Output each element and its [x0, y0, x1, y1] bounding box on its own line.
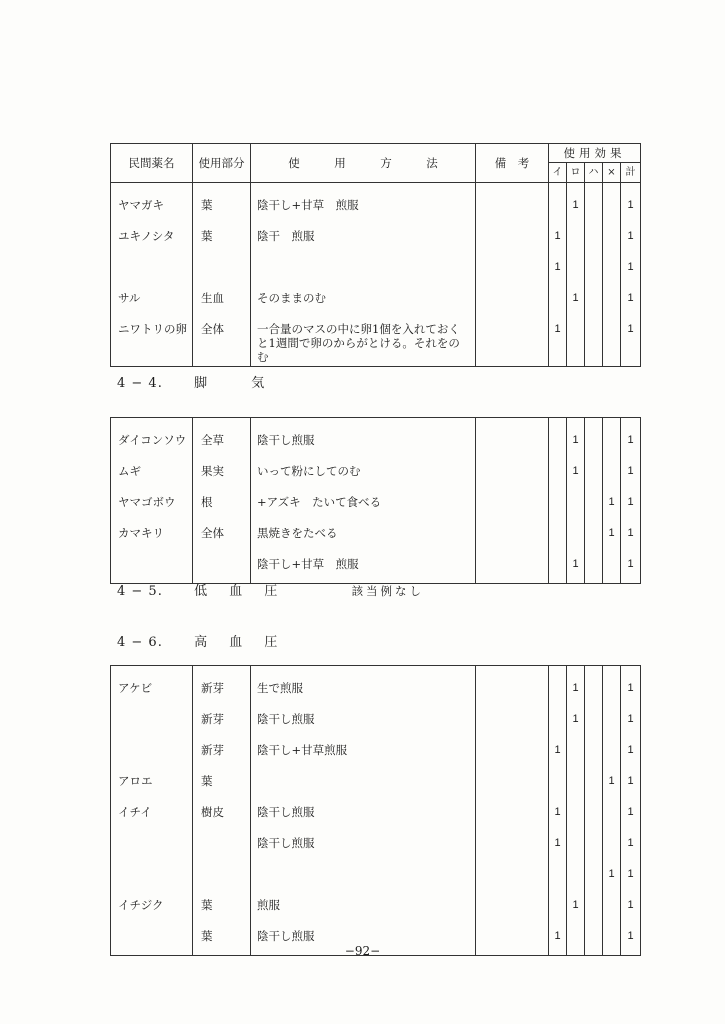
part-used-cell: [193, 552, 251, 584]
spacer-cell: [193, 666, 251, 677]
effect-ha-cell: [585, 286, 603, 317]
remedy-name-cell: イチジク: [111, 893, 193, 924]
part-used-cell: 果実: [193, 459, 251, 490]
spacer-cell: [603, 418, 621, 429]
spacer-cell: [476, 183, 549, 194]
effect-x-cell: [603, 738, 621, 769]
table-row: [111, 676, 641, 707]
effect-i-cell: [549, 459, 567, 490]
usage-method-cell: 黒焼きをたべる: [251, 521, 476, 552]
table-row: [111, 521, 641, 552]
effect-x-cell: [603, 286, 621, 317]
note-cell: [476, 255, 549, 286]
section-number: 4 − 5.: [117, 584, 163, 599]
section-4-4: [117, 372, 265, 391]
effect-x-cell: [603, 428, 621, 459]
effect-i-cell: [549, 552, 567, 584]
effect-ha-cell: [585, 676, 603, 707]
header-name: 民間薬名: [111, 144, 193, 183]
header-col-ro: ロ: [567, 163, 585, 183]
part-used-cell: [193, 831, 251, 862]
effect-ro-cell: 1: [567, 286, 585, 317]
remedy-name-cell: イチイ: [111, 800, 193, 831]
effect-i-cell: 1: [549, 831, 567, 862]
effect-x-cell: [603, 193, 621, 224]
effect-total-cell: 1: [621, 521, 641, 552]
header-col-ha: ハ: [585, 163, 603, 183]
note-cell: [476, 831, 549, 862]
remedy-name-cell: ユキノシタ: [111, 224, 193, 255]
section-title: 低: [194, 584, 209, 599]
usage-method-cell: 一合量のマスの中に卵1個を入れておくと1週間で卵のからがとける。それをのむ: [251, 317, 476, 367]
effect-ro-cell: 1: [567, 552, 585, 584]
note-cell: [476, 862, 549, 893]
section-title: 高: [194, 635, 209, 650]
header-col-i: イ: [549, 163, 567, 183]
effect-ro-cell: [567, 490, 585, 521]
spacer-cell: [111, 666, 193, 677]
usage-method-cell: 陰干し+甘草 煎服: [251, 552, 476, 584]
part-used-cell: 全草: [193, 428, 251, 459]
spacer-cell: [585, 418, 603, 429]
effect-total-cell: 1: [621, 224, 641, 255]
spacer-cell: [567, 666, 585, 677]
usage-method-cell: 陰干し+甘草煎服: [251, 738, 476, 769]
usage-method-cell: いって粉にしてのむ: [251, 459, 476, 490]
note-cell: [476, 738, 549, 769]
spacer-cell: [251, 666, 476, 677]
part-used-cell: 生血: [193, 286, 251, 317]
remedy-table-1: [110, 143, 641, 367]
spacer-cell: [567, 183, 585, 194]
spacer-cell: [603, 183, 621, 194]
note-cell: [476, 193, 549, 224]
effect-ha-cell: [585, 490, 603, 521]
usage-method-cell: [251, 255, 476, 286]
effect-i-cell: 1: [549, 224, 567, 255]
section-title: 気: [251, 376, 266, 391]
spacer-cell: [567, 418, 585, 429]
table-row: [111, 738, 641, 769]
header-col-x: ×: [603, 163, 621, 183]
effect-ha-cell: [585, 800, 603, 831]
spacer-cell: [193, 183, 251, 194]
effect-i-cell: 1: [549, 255, 567, 286]
effect-ha-cell: [585, 707, 603, 738]
effect-ha-cell: [585, 224, 603, 255]
effect-i-cell: 1: [549, 800, 567, 831]
note-cell: [476, 428, 549, 459]
spacer-cell: [193, 418, 251, 429]
effect-total-cell: 1: [621, 893, 641, 924]
part-used-cell: [193, 255, 251, 286]
effect-total-cell: 1: [621, 286, 641, 317]
usage-method-cell: 陰干し煎服: [251, 707, 476, 738]
effect-x-cell: [603, 676, 621, 707]
usage-method-cell: 陰干し煎服: [251, 831, 476, 862]
effect-ha-cell: [585, 831, 603, 862]
remedy-name-cell: ダイコンソウ: [111, 428, 193, 459]
effect-i-cell: [549, 676, 567, 707]
note-cell: [476, 552, 549, 584]
effect-i-cell: 1: [549, 738, 567, 769]
effect-i-cell: [549, 707, 567, 738]
effect-ro-cell: [567, 255, 585, 286]
effect-i-cell: 1: [549, 317, 567, 367]
note-cell: [476, 286, 549, 317]
usage-method-cell: [251, 862, 476, 893]
note-cell: [476, 707, 549, 738]
remedy-name-cell: アロエ: [111, 769, 193, 800]
effect-x-cell: 1: [603, 490, 621, 521]
spacer-cell: [585, 666, 603, 677]
effect-x-cell: [603, 317, 621, 367]
effect-total-cell: 1: [621, 769, 641, 800]
spacer-cell: [621, 666, 641, 677]
effect-ro-cell: [567, 317, 585, 367]
remedy-name-cell: [111, 862, 193, 893]
note-cell: [476, 769, 549, 800]
section-title: 血: [229, 584, 244, 599]
effect-ro-cell: 1: [567, 193, 585, 224]
spacer-cell: [111, 183, 193, 194]
effect-i-cell: [549, 286, 567, 317]
effect-ha-cell: [585, 552, 603, 584]
usage-method-cell: そのままのむ: [251, 286, 476, 317]
effect-total-cell: 1: [621, 800, 641, 831]
remedy-name-cell: [111, 831, 193, 862]
effect-ha-cell: [585, 862, 603, 893]
table-row: [111, 317, 641, 367]
effect-ha-cell: [585, 769, 603, 800]
effect-x-cell: [603, 707, 621, 738]
part-used-cell: 新芽: [193, 676, 251, 707]
effect-ro-cell: 1: [567, 676, 585, 707]
effect-total-cell: 1: [621, 317, 641, 367]
note-cell: [476, 224, 549, 255]
part-used-cell: 葉: [193, 769, 251, 800]
effect-ro-cell: [567, 831, 585, 862]
effect-ha-cell: [585, 255, 603, 286]
effect-ha-cell: [585, 738, 603, 769]
effect-x-cell: [603, 893, 621, 924]
effect-i-cell: [549, 193, 567, 224]
effect-x-cell: 1: [603, 862, 621, 893]
effect-total-cell: 1: [621, 490, 641, 521]
remedy-table-2: [110, 417, 641, 584]
header-effect: 使用効果: [549, 144, 641, 163]
page-number: −92−: [344, 944, 381, 958]
note-cell: [476, 893, 549, 924]
remedy-name-cell: サル: [111, 286, 193, 317]
table-row: [111, 255, 641, 286]
usage-method-cell: [251, 769, 476, 800]
header-note: 備 考: [476, 144, 549, 183]
effect-ro-cell: 1: [567, 459, 585, 490]
note-cell: [476, 459, 549, 490]
effect-x-cell: 1: [603, 521, 621, 552]
part-used-cell: 葉: [193, 924, 251, 956]
effect-i-cell: 1: [549, 924, 567, 956]
usage-method-cell: +アズキ たいて食べる: [251, 490, 476, 521]
effect-ro-cell: 1: [567, 893, 585, 924]
effect-total-cell: 1: [621, 255, 641, 286]
spacer-cell: [549, 183, 567, 194]
usage-method-cell: 陰干し煎服: [251, 428, 476, 459]
part-used-cell: 新芽: [193, 738, 251, 769]
note-cell: [476, 676, 549, 707]
effect-ha-cell: [585, 521, 603, 552]
effect-ha-cell: [585, 459, 603, 490]
remedy-name-cell: [111, 255, 193, 286]
remedy-name-cell: [111, 552, 193, 584]
spacer-cell: [476, 418, 549, 429]
remedy-name-cell: ニワトリの卵: [111, 317, 193, 367]
part-used-cell: [193, 862, 251, 893]
effect-i-cell: [549, 893, 567, 924]
part-used-cell: 葉: [193, 893, 251, 924]
usage-method-cell: 陰干し煎服: [251, 924, 476, 956]
effect-x-cell: 1: [603, 769, 621, 800]
header-col-total: 計: [621, 163, 641, 183]
effect-ha-cell: [585, 317, 603, 367]
section-number: 4 − 4.: [117, 376, 163, 391]
section-title: 血: [229, 635, 244, 650]
effect-ha-cell: [585, 428, 603, 459]
spacer-cell: [251, 418, 476, 429]
table-row: [111, 893, 641, 924]
usage-method-cell: 陰干 煎服: [251, 224, 476, 255]
effect-ro-cell: [567, 800, 585, 831]
section-number: 4 − 6.: [117, 635, 163, 650]
part-used-cell: 全体: [193, 317, 251, 367]
part-used-cell: 全体: [193, 521, 251, 552]
spacer-cell: [621, 418, 641, 429]
table-row: [111, 459, 641, 490]
note-cell: [476, 521, 549, 552]
effect-i-cell: [549, 521, 567, 552]
table-row: [111, 707, 641, 738]
remedy-name-cell: アケビ: [111, 676, 193, 707]
part-used-cell: 根: [193, 490, 251, 521]
effect-total-cell: 1: [621, 831, 641, 862]
remedy-name-cell: カマキリ: [111, 521, 193, 552]
effect-total-cell: 1: [621, 428, 641, 459]
part-used-cell: 葉: [193, 224, 251, 255]
effect-total-cell: 1: [621, 676, 641, 707]
note-cell: [476, 800, 549, 831]
header-method: 使 用 方 法: [251, 144, 476, 183]
effect-ro-cell: 1: [567, 428, 585, 459]
section-title: 圧: [264, 584, 279, 599]
section-4-6: [117, 631, 278, 650]
effect-i-cell: [549, 769, 567, 800]
usage-method-cell: 陰干し+甘草 煎服: [251, 193, 476, 224]
header-part: 使用部分: [193, 144, 251, 183]
effect-ro-cell: [567, 738, 585, 769]
effect-x-cell: [603, 831, 621, 862]
usage-method-cell: 煎服: [251, 893, 476, 924]
table-row: [111, 769, 641, 800]
effect-ro-cell: 1: [567, 707, 585, 738]
usage-method-cell: 生で煎服: [251, 676, 476, 707]
table-row: [111, 286, 641, 317]
effect-total-cell: 1: [621, 862, 641, 893]
spacer-cell: [476, 666, 549, 677]
note-cell: [476, 317, 549, 367]
remedy-name-cell: ムギ: [111, 459, 193, 490]
spacer-cell: [585, 183, 603, 194]
effect-x-cell: [603, 459, 621, 490]
spacer-cell: [549, 666, 567, 677]
effect-i-cell: [549, 428, 567, 459]
spacer-cell: [621, 183, 641, 194]
effect-total-cell: 1: [621, 459, 641, 490]
spacer-cell: [549, 418, 567, 429]
effect-ha-cell: [585, 893, 603, 924]
part-used-cell: 樹皮: [193, 800, 251, 831]
effect-total-cell: 1: [621, 924, 641, 956]
table-row: [111, 224, 641, 255]
section-title: 脚: [194, 376, 209, 391]
table-row: [111, 428, 641, 459]
effect-ro-cell: [567, 224, 585, 255]
effect-ro-cell: [567, 769, 585, 800]
remedy-name-cell: [111, 707, 193, 738]
part-used-cell: 葉: [193, 193, 251, 224]
usage-method-cell: 陰干し煎服: [251, 800, 476, 831]
effect-x-cell: [603, 255, 621, 286]
effect-total-cell: 1: [621, 552, 641, 584]
section-note: 該当例なし: [351, 584, 425, 598]
spacer-cell: [251, 183, 476, 194]
note-cell: [476, 490, 549, 521]
effect-total-cell: 1: [621, 707, 641, 738]
effect-ro-cell: [567, 862, 585, 893]
effect-total-cell: 1: [621, 193, 641, 224]
effect-i-cell: [549, 862, 567, 893]
effect-x-cell: [603, 224, 621, 255]
part-used-cell: 新芽: [193, 707, 251, 738]
section-title: 圧: [264, 635, 279, 650]
effect-total-cell: 1: [621, 738, 641, 769]
table-row: [111, 831, 641, 862]
effect-ro-cell: [567, 521, 585, 552]
table-row: [111, 552, 641, 584]
effect-x-cell: [603, 552, 621, 584]
remedy-name-cell: [111, 738, 193, 769]
remedy-table-3: [110, 665, 641, 956]
table-row: [111, 193, 641, 224]
remedy-name-cell: ヤマガキ: [111, 193, 193, 224]
table-row: [111, 490, 641, 521]
remedy-name-cell: ヤマゴボウ: [111, 490, 193, 521]
section-4-5: [117, 580, 424, 599]
spacer-cell: [603, 666, 621, 677]
effect-i-cell: [549, 490, 567, 521]
effect-x-cell: [603, 800, 621, 831]
effect-ha-cell: [585, 193, 603, 224]
spacer-cell: [111, 418, 193, 429]
table-row: [111, 800, 641, 831]
table-row: [111, 862, 641, 893]
